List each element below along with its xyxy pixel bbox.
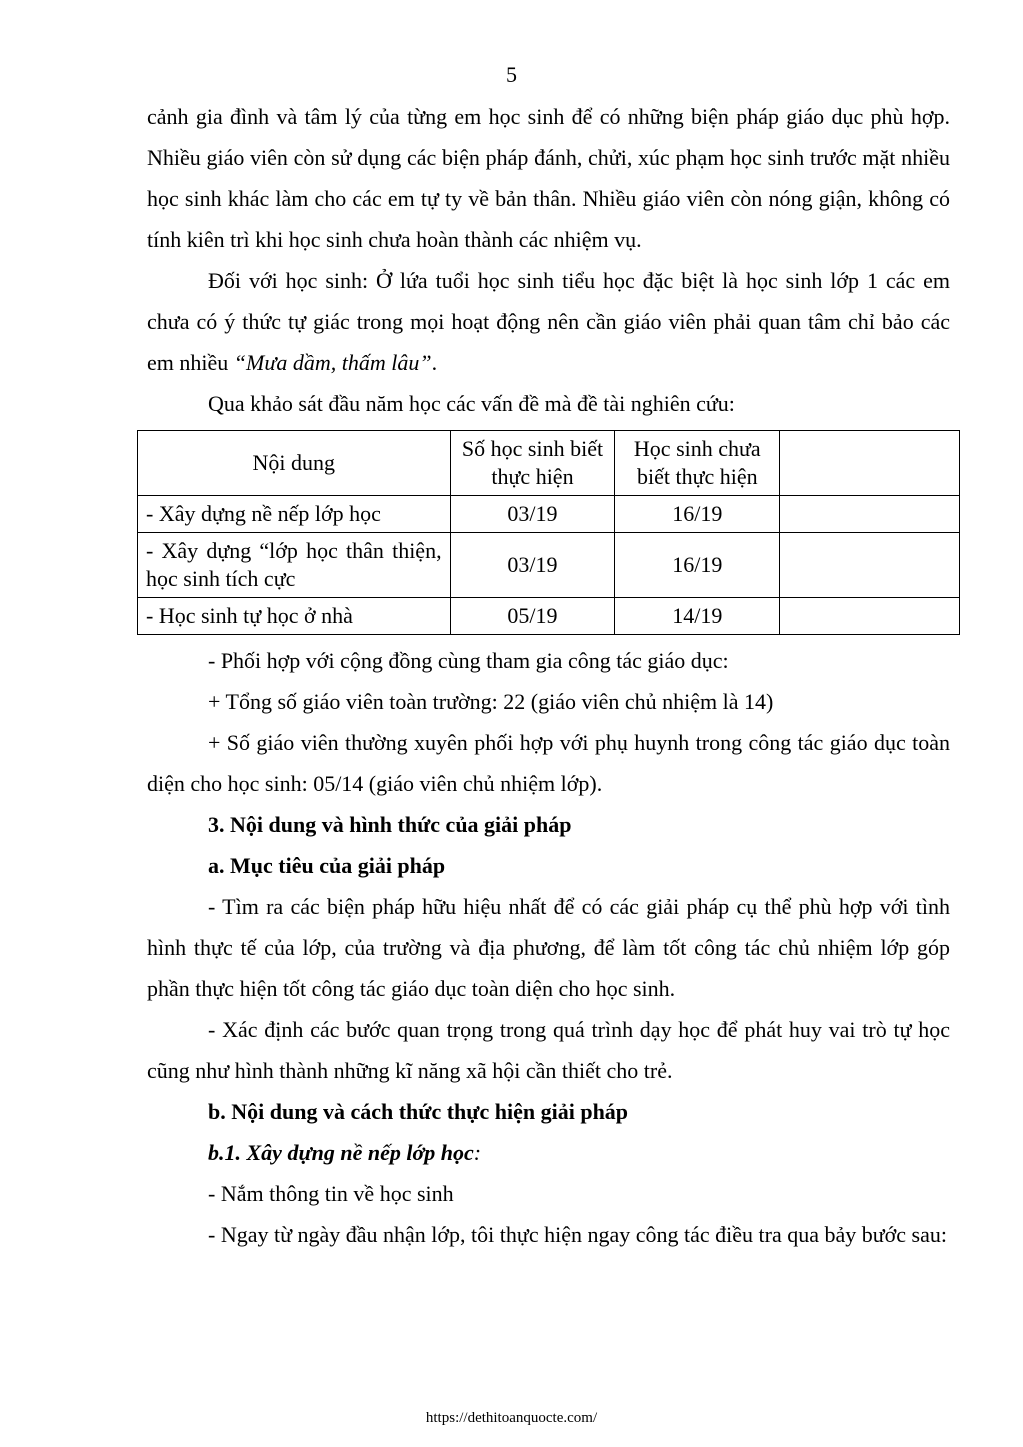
table-cell-unaware: 16/19 — [615, 533, 780, 598]
table-cell-aware: 03/19 — [450, 496, 615, 533]
table-header-empty — [780, 431, 960, 496]
table-cell-empty — [780, 598, 960, 635]
table-header-aware: Số học sinh biết thực hiện — [450, 431, 615, 496]
table-row — [138, 496, 960, 533]
paragraph-survey-steps: - Ngay từ ngày đầu nhận lớp, tôi thực hiện ngay công tác điều tra qua bảy bước sau: — [208, 1222, 947, 1247]
heading-section-b1-text: b.1. Xây dựng nề nếp lớp học — [208, 1140, 474, 1165]
proverb-quote: “Mưa dầm, thấm lâu” — [233, 350, 432, 375]
table-cell-content: - Xây dựng “lớp học thân thiện, học sinh tích cực — [138, 533, 451, 598]
document-body — [147, 96, 950, 1255]
paragraph-student-info: - Nắm thông tin về học sinh — [208, 1181, 454, 1206]
table-row — [138, 533, 960, 598]
paragraph-students-text: Đối với học sinh: Ở lứa tuổi học sinh tiểu học đặc biệt là học sinh lớp 1 các em chưa có ý thức tự giác trong mọi hoạt động nên cần giáo viên phải quan tâm chỉ bảo các em nhiều — [147, 268, 950, 375]
table-cell-unaware: 16/19 — [615, 496, 780, 533]
table-cell-aware: 05/19 — [450, 598, 615, 635]
survey-table — [137, 430, 960, 635]
table-row — [138, 598, 960, 635]
table-cell-empty — [780, 496, 960, 533]
table-cell-unaware: 14/19 — [615, 598, 780, 635]
paragraph-teacher-cooperation: + Số giáo viên thường xuyên phối hợp với phụ huynh trong công tác giáo dục toàn diện cho học sinh: 05/14 (giáo viên chủ nhiệm lớp). — [147, 730, 950, 796]
paragraph-family-context: cảnh gia đình và tâm lý của từng em học sinh để có những biện pháp giáo dục phù hợp. Nhiều giáo viên còn sử dụng các biện pháp đánh, chửi, xúc phạm học sinh trước mặt nhiều học sinh khác làm cho các em tự ty về bản thân. Nhiều giáo viên còn nóng giận, không có tính kiên trì khi học sinh chưa hoàn thành các nhiệm vụ. — [147, 104, 950, 252]
table-cell-content: - Xây dựng nề nếp lớp học — [138, 496, 451, 533]
table-header-unaware: Học sinh chưa biết thực hiện — [615, 431, 780, 496]
table-header-row — [138, 431, 960, 496]
table-cell-content: - Học sinh tự học ở nhà — [138, 598, 451, 635]
heading-section-a: a. Mục tiêu của giải pháp — [208, 853, 446, 878]
page-number: 5 — [506, 62, 517, 87]
table-header-content: Nội dung — [138, 431, 451, 496]
paragraph-goal-1: - Tìm ra các biện pháp hữu hiệu nhất để có các giải pháp cụ thể phù hợp với tình hình thực tế của lớp, của trường và địa phương, để làm tốt công tác chủ nhiệm lớp góp phần thực hiện tốt công tác giáo dục toàn diện cho học sinh. — [147, 894, 950, 1001]
table-cell-aware: 03/19 — [450, 533, 615, 598]
paragraph-students-end: . — [431, 350, 438, 375]
paragraph-goal-2: - Xác định các bước quan trọng trong quá trình dạy học để phát huy vai trò tự học cũng như hình thành những kĩ năng xã hội cần thiết cho trẻ. — [147, 1017, 950, 1083]
paragraph-students — [147, 260, 950, 383]
heading-section-b1 — [147, 1132, 950, 1173]
paragraph-survey-intro: Qua khảo sát đầu năm học các vấn đề mà đề tài nghiên cứu: — [208, 391, 735, 416]
heading-section-b: b. Nội dung và cách thức thực hiện giải pháp — [208, 1099, 629, 1124]
footer-url: https://dethitoanquocte.com/ — [425, 1410, 598, 1426]
table-cell-empty — [780, 533, 960, 598]
paragraph-teacher-total: + Tổng số giáo viên toàn trường: 22 (giáo viên chủ nhiệm là 14) — [208, 689, 774, 714]
heading-section-3: 3. Nội dung và hình thức của giải pháp — [208, 812, 572, 837]
heading-section-b1-colon: : — [473, 1140, 482, 1165]
paragraph-community: - Phối hợp với cộng đồng cùng tham gia công tác giáo dục: — [208, 648, 729, 673]
